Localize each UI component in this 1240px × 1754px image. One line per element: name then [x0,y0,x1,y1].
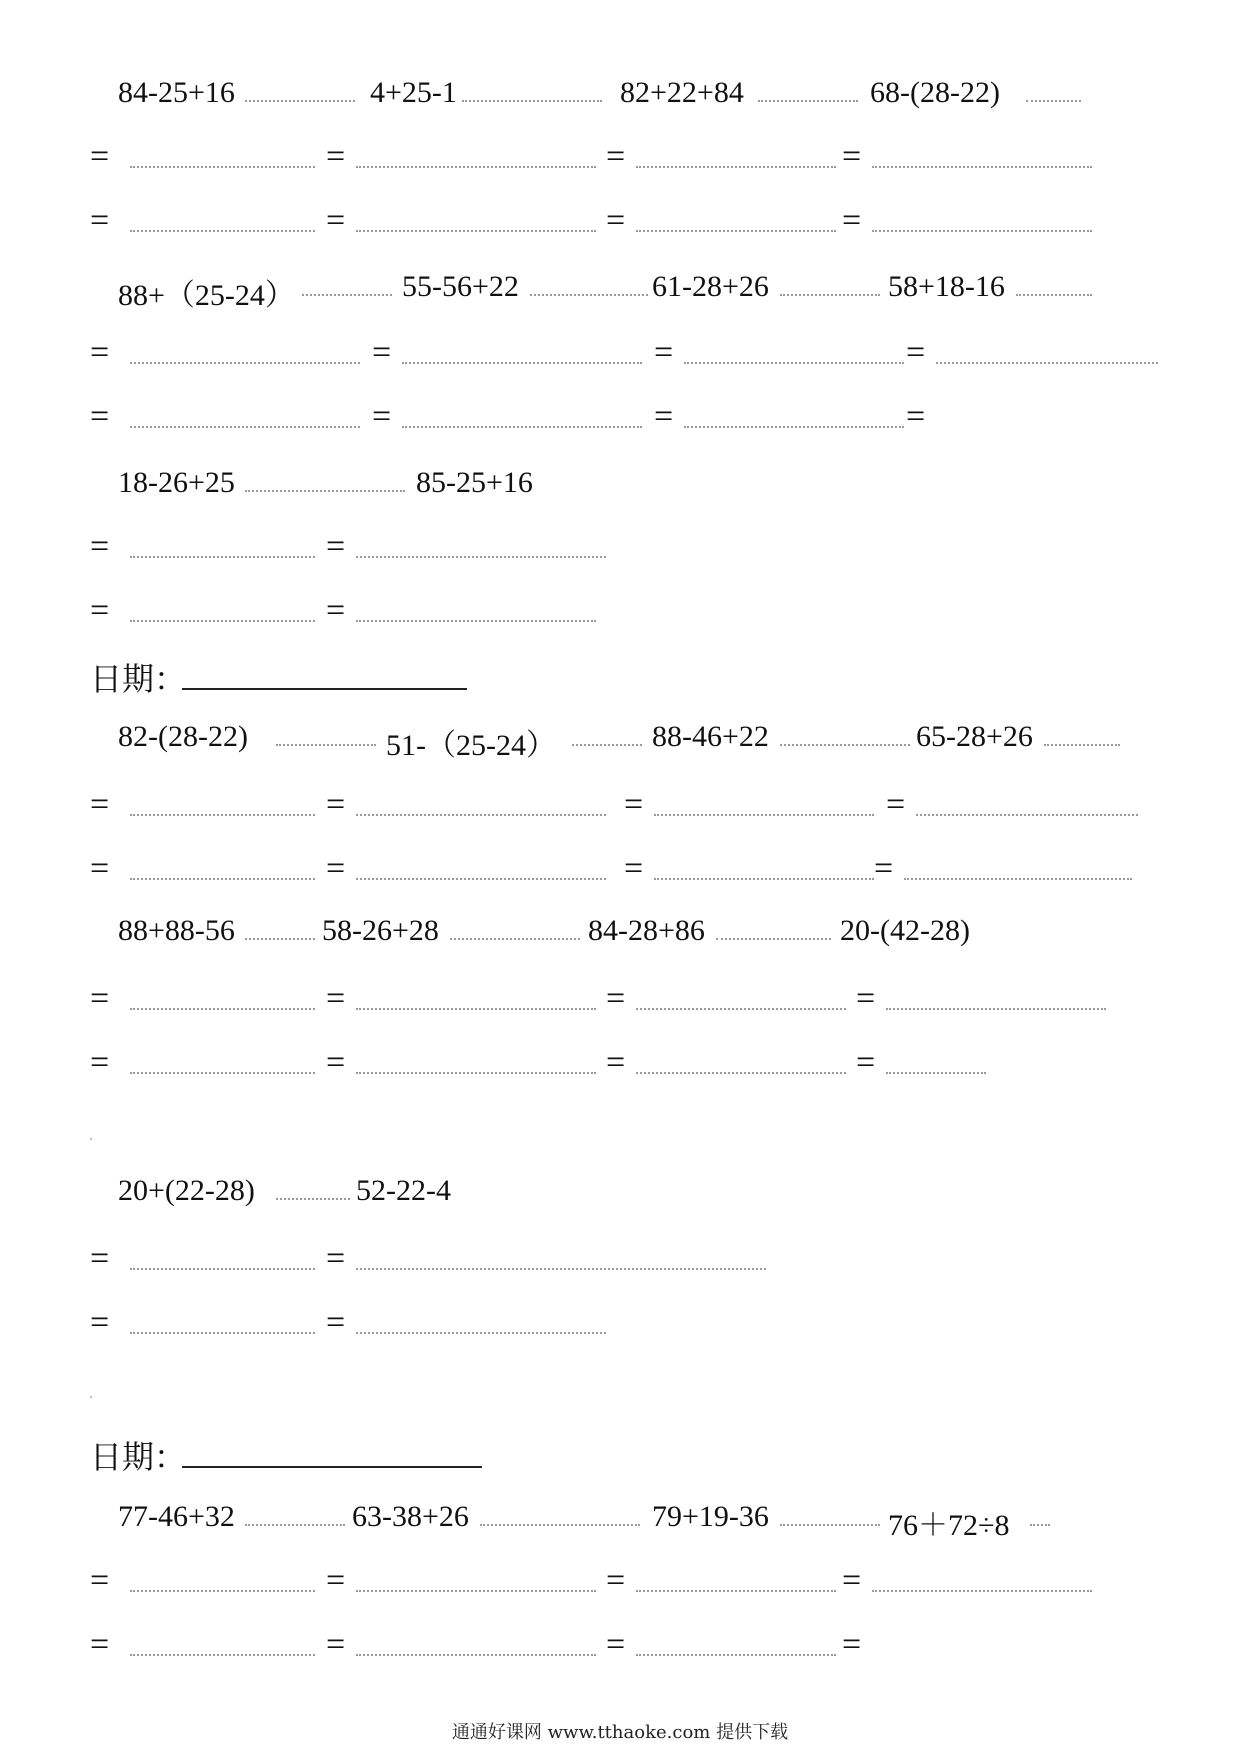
problem-expression: 82-(28-22) [118,720,248,753]
dotted-leader [780,1524,880,1526]
equals-sign: = [326,980,346,1017]
equals-sign: = [90,980,110,1017]
equals-sign: = [326,202,346,239]
dotted-leader [1044,744,1120,746]
equals-sign: = [606,138,626,175]
equals-sign: = [90,202,110,239]
equals-sign: = [90,398,110,435]
equals-sign: = [856,1044,876,1081]
answer-line [872,166,1092,168]
problem-expression: 20-(42-28) [840,914,970,947]
equals-sign: = [90,528,110,565]
answer-line [356,1268,766,1270]
equals-sign: = [90,334,110,371]
stray-dot [90,1396,92,1398]
equals-sign: = [90,786,110,823]
answer-line [130,362,360,364]
dotted-leader [530,294,648,296]
problem-expression: 20+(22-28) [118,1174,255,1207]
equals-sign: = [326,1304,346,1341]
dotted-leader [1016,294,1092,296]
equals-sign: = [886,786,906,823]
equals-sign: = [326,1626,346,1663]
equals-sign: = [372,334,392,371]
dotted-leader [302,294,392,296]
problem-expression: 85-25+16 [416,466,533,499]
answer-line [886,1072,986,1074]
dotted-leader [245,938,315,940]
dotted-leader [276,744,376,746]
equals-sign: = [326,592,346,629]
problem-expression: 68-(28-22) [870,76,1000,109]
equals-sign: = [90,1562,110,1599]
problem-expression: 58+18-16 [888,270,1005,303]
equals-sign: = [624,850,644,887]
answer-line [130,814,315,816]
problem-expression: 63-38+26 [352,1500,469,1533]
date-label: 日期： [90,1438,187,1476]
answer-line [356,556,606,558]
dotted-leader [572,744,642,746]
answer-line [130,1590,315,1592]
answer-line [936,362,1158,364]
dotted-leader [245,1524,345,1526]
equals-sign: = [326,528,346,565]
answer-line [684,362,904,364]
date-underline [182,1466,482,1468]
equals-sign: = [326,850,346,887]
answer-line [654,814,874,816]
answer-line [636,1072,846,1074]
answer-line [356,1072,596,1074]
answer-line [402,362,642,364]
problem-expression: 77-46+32 [118,1500,235,1533]
answer-line [130,166,315,168]
problem-expression: 18-26+25 [118,466,235,499]
answer-line [356,1590,596,1592]
dotted-leader [245,490,405,492]
problem-expression: 61-28+26 [652,270,769,303]
answer-line [356,814,606,816]
dotted-leader [462,100,602,102]
answer-line [130,1654,315,1656]
answer-line [916,814,1138,816]
date-label: 日期： [90,660,187,698]
dotted-leader [276,1198,350,1200]
dotted-leader [1026,100,1081,102]
answer-line [654,878,874,880]
answer-line [636,1654,836,1656]
problem-expression: 76＋72÷8 [888,1509,1010,1542]
answer-line [130,556,315,558]
date-underline [182,688,467,690]
problem-expression: 84-28+86 [588,914,705,947]
equals-sign: = [326,1240,346,1277]
equals-sign: = [606,980,626,1017]
footer-credit: 通通好课网 www.tthaoke.com 提供下载 [451,1722,789,1743]
equals-sign: = [90,138,110,175]
answer-line [886,1008,1106,1010]
answer-line [636,1008,846,1010]
equals-sign: = [606,1562,626,1599]
equals-sign: = [842,202,862,239]
equals-sign: = [842,138,862,175]
answer-line [130,230,315,232]
equals-sign: = [842,1562,862,1599]
equals-sign: = [372,398,392,435]
equals-sign: = [842,1626,862,1663]
equals-sign: = [606,1044,626,1081]
answer-line [872,1590,1092,1592]
answer-line [636,166,836,168]
equals-sign: = [654,398,674,435]
equals-sign: = [874,850,894,887]
answer-line [130,426,360,428]
equals-sign: = [326,1044,346,1081]
answer-line [402,426,642,428]
equals-sign: = [90,1240,110,1277]
equals-sign: = [856,980,876,1017]
answer-line [636,230,836,232]
dotted-leader [245,100,355,102]
dotted-leader [450,938,580,940]
problem-expression: 88+88-56 [118,914,235,947]
stray-dot [90,1138,92,1140]
answer-line [356,1008,596,1010]
dotted-leader [1030,1524,1050,1526]
equals-sign: = [624,786,644,823]
answer-line [356,230,596,232]
answer-line [356,620,596,622]
problem-expression: 55-56+22 [402,270,519,303]
dotted-leader [480,1524,640,1526]
answer-line [130,878,315,880]
equals-sign: = [606,202,626,239]
dotted-leader [716,938,831,940]
answer-line [130,1332,315,1334]
answer-line [904,878,1132,880]
problem-expression: 4+25-1 [370,76,457,109]
equals-sign: = [654,334,674,371]
equals-sign: = [90,1626,110,1663]
dotted-leader [780,294,880,296]
problem-expression: 58-26+28 [322,914,439,947]
dotted-leader [780,744,910,746]
problem-expression: 52-22-4 [356,1174,451,1207]
answer-line [356,878,606,880]
answer-line [356,1654,596,1656]
problem-expression: 88+（25-24） [118,279,295,312]
dotted-leader [758,100,858,102]
answer-line [130,1072,315,1074]
answer-line [636,1590,836,1592]
equals-sign: = [326,786,346,823]
problem-expression: 82+22+84 [620,76,744,109]
equals-sign: = [90,850,110,887]
answer-line [130,1268,315,1270]
answer-line [872,230,1092,232]
equals-sign: = [906,398,926,435]
answer-line [356,166,596,168]
problem-expression: 65-28+26 [916,720,1033,753]
problem-expression: 88-46+22 [652,720,769,753]
problem-expression: 79+19-36 [652,1500,769,1533]
problem-expression: 51-（25-24） [386,729,556,762]
equals-sign: = [326,138,346,175]
equals-sign: = [90,1044,110,1081]
equals-sign: = [90,592,110,629]
equals-sign: = [90,1304,110,1341]
equals-sign: = [906,334,926,371]
equals-sign: = [326,1562,346,1599]
equals-sign: = [606,1626,626,1663]
answer-line [684,426,904,428]
answer-line [130,620,315,622]
problem-expression: 84-25+16 [118,76,235,109]
answer-line [130,1008,315,1010]
answer-line [356,1332,606,1334]
